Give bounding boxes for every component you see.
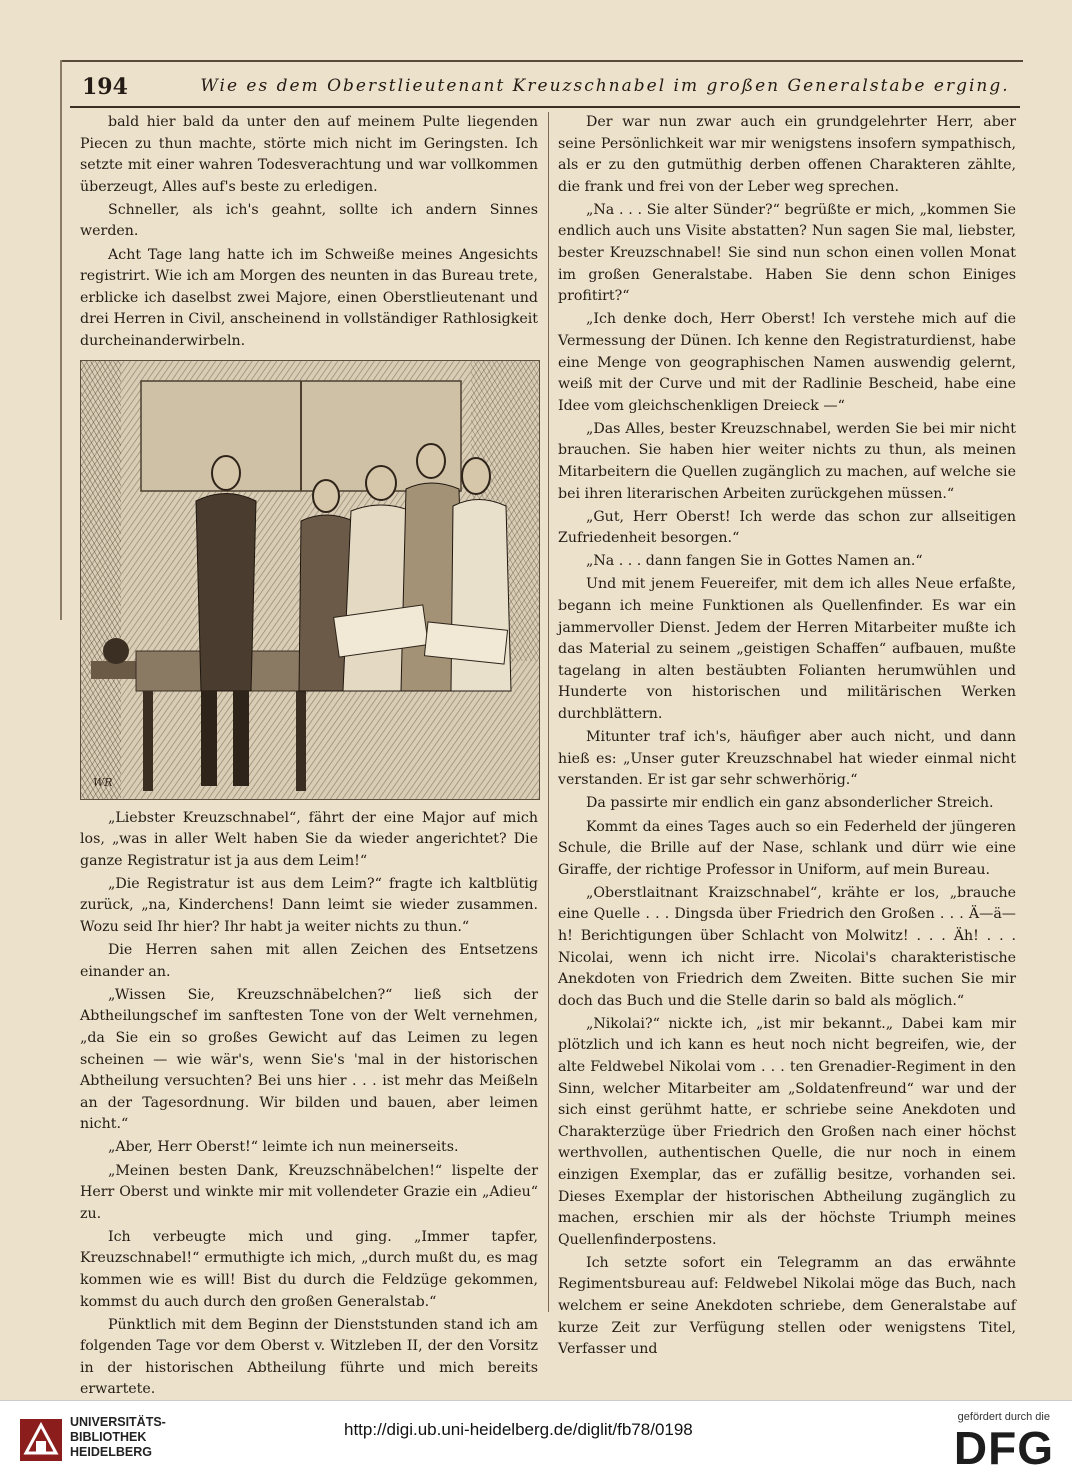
paragraph: Schneller, als ich's geahnt, sollte ich andern Sinnes werden.: [80, 201, 538, 240]
paragraph: „Meinen besten Dank, Kreuzschnäbelchen!“ lispelte der Herr Oberst und winkte mir mit vollendeter Grazie ein „Adieu“ zu.: [80, 1162, 538, 1222]
column-divider: [548, 112, 549, 1312]
paragraph: Mitunter traf ich's, häufiger aber auch nicht, und dann hieß es: „Unser guter Kreuzschnabel hat wieder einmal nicht verstanden. Er ist gar sehr schwerhörig.“: [558, 729, 1016, 789]
frame-line-left: [60, 60, 62, 620]
funded-by-label: gefördert durch die: [957, 1411, 1050, 1423]
paragraph: Der war nun zwar auch ein grundgelehrter Herr, aber seine Persönlichkeit war mir wenigstens insofern sympathisch, als er zu den gutmüthig derben offenen Charakteren zählte, die frank und frei von der Leber weg sprechen.: [558, 114, 1016, 195]
paragraph: Pünktlich mit dem Beginn der Dienststunden stand ich am folgenden Tage vor dem Oberst v. Witzleben II, der den Vorsitz in der historischen Abtheilung führte und mich bereits erwartete.: [80, 1316, 538, 1398]
paragraph: „Na . . . dann fangen Sie in Gottes Namen an.“: [586, 553, 923, 570]
paragraph: Ich verbeugte mich und ging. „Immer tapfer, Kreuzschnabel!“ ermuthigte ich mich, „durch mußt du, es mag kommen wie es will! Bist du durch die Feldzüge gekommen, kommst du auch durch den großen Generalstab.“: [80, 1228, 538, 1310]
university-name: UNIVERSITÄTS- BIBLIOTHEK HEIDELBERG: [70, 1415, 166, 1459]
paragraph: „Na . . . Sie alter Sünder?“ begrüßte er mich, „kommen Sie endlich auch uns Visite abstatten? Nun sagen Sie mal, liebster, bester Kreuzschnabel! Sie sind nun schon einen vollen Monat im großen Generalstabe. Haben Sie denn schon Einiges profitirt?“: [558, 201, 1016, 305]
paragraph: Ich setzte sofort ein Telegramm an das erwähnte Regimentsbureau auf: Feldwebel Nikolai möge das Buch, nach welchem er seine Anekdoten schriebe, dem Generalstabe auf kurze Zeit zur Verfügung stellen oder wenigstens Titel, Verfasser und: [558, 1254, 1016, 1358]
dfg-logo: DFG: [953, 1422, 1054, 1474]
paragraph: „Aber, Herr Oberst!“ leimte ich nun meinerseits.: [108, 1139, 459, 1156]
pickelhaube-icon: [103, 638, 129, 664]
university-seal-icon: [18, 1417, 64, 1463]
paragraph: „Liebster Kreuzschnabel“, fährt der eine Major auf mich los, „was in aller Welt haben Sie da wieder angerichtet? Die ganze Registratur ist ja aus dem Leim!“: [80, 809, 538, 869]
page-number: 194: [82, 74, 128, 100]
paragraph: „Wissen Sie, Kreuzschnäbelchen?“ ließ sich der Abtheilungschef im sanftesten Tone von der Welt vernehmen, „da Sie ein so großes Gewicht auf das Leimen zu legen scheinen — wie wär's, wenn Sie's 'mal in der historischen Abtheilung versuchten? Bei uns hier . . . ist mehr das Meißeln an der Tagesordnung. Wir bilden und bauen, aber leimen nicht.“: [80, 986, 538, 1133]
paragraph: „Gut, Herr Oberst! Ich werde das schon zur allseitigen Zufriedenheit besorgen.“: [558, 508, 1016, 547]
paragraph: bald hier bald da unter den auf meinem Pulte liegenden Piecen zu thun machte, störte mich nicht im Geringsten. Ich setzte mit einer wahren Todesverachtung und war vollkommen überzeugt, Alles auf's beste zu erledigen.: [80, 114, 538, 195]
permalink-url[interactable]: http://digi.ub.uni-heidelberg.de/diglit/fb78/0198: [344, 1420, 693, 1439]
artist-signature: WR: [93, 775, 113, 789]
paragraph: Und mit jenem Feuereifer, mit dem ich alles Neue erfaßte, begann ich meine Funktionen als Quellenfinder. Es war ein jammervoller Dienst. Jedem der Herren Mitarbeiter mußte ich das Material zu seinem „geistigen Schaffen“ aufbauen, mußte tagelang in alten bestäubten Folianten herumwühlen und Hunderte von historischen und militärischen Werken durchblättern.: [558, 576, 1016, 723]
paragraph: „Nikolai?“ nickte ich, „ist mir bekannt.„ Dabei kam mir plötzlich und ich kann es heut noch nicht begreifen, wie, der alte Feldwebel Nikolai vom . . . ten Grenadier-Regiment in den Sinn, welcher Mitarbeiter am „Soldatenfreund“ war und der sich einst gerühmt hatte, er schriebe seine Anekdoten und Charakterzüge über Friedrich den Großen nach einer höchst werthvollen, authentischen Quelle, die nur noch in einem einzigen Exemplar, das er zufällig besitze, vorhanden sei. Dieses Exemplar der historischen Abtheilung zugänglich zu machen, erschien mir als der höchste Triumph meines Quellenfinderpostens.: [558, 1015, 1016, 1248]
paragraph: „Ich denke doch, Herr Oberst! Ich verstehe mich auf die Vermessung der Dünen. Ich kenne den Registraturdienst, habe eine Menge von geographischen Namen auswendig gelernt, weiß mit der Curve und mit der Radlinie Bescheid, habe eine Idee vom gleichschenkligen Dreieck —“: [558, 311, 1016, 414]
paragraph: Kommt da eines Tages auch so ein Federheld der jüngeren Schule, die Brille auf der Nase, schlank und dürr wie eine Giraffe, der richtige Professor in Uniform, auf mein Bureau.: [558, 818, 1016, 878]
paragraph: „Die Registratur ist aus dem Leim?“ fragte ich kaltblütig zurück, „na, Kinderchens! Dann leimt sie wieder zusammen. Wozu seid Ihr hier? Ihr habt ja weiter nichts zu thun.“: [80, 875, 538, 935]
page-header: [70, 70, 1020, 108]
paragraph: Die Herren sahen mit allen Zeichen des Entsetzens einander an.: [80, 942, 538, 980]
paragraph: Da passirte mir endlich ein ganz absonderlicher Streich.: [586, 795, 994, 812]
paragraph: „Das Alles, bester Kreuzschnabel, werden Sie bei mir nicht brauchen. Sie haben hier weiter nichts zu thun, als meinen Mitarbeitern die Quellen zugänglich zu machen, auf welche sie bei ihren literarischen Arbeiten zurückgehen müssen.“: [558, 420, 1016, 502]
paragraph: Acht Tage lang hatte ich im Schweiße meines Angesichts registrirt. Wie ich am Morgen des neunten in das Bureau trete, erblicke ich daselbst zwei Majore, einen Oberstlieutenant und drei Herren in Civil, anscheinend in vollständiger Rathlosigkeit durcheinanderwirbeln.: [80, 246, 538, 349]
shelf-left: [81, 361, 121, 799]
engraving-illustration: [80, 360, 540, 800]
running-title: Wie es dem Oberstlieutenant Kreuzschnabel im großen Generalstabe erging.: [200, 76, 1010, 96]
figure-head: [212, 456, 240, 490]
frame-line-top: [60, 60, 1023, 62]
office-scene-engraving: [81, 361, 539, 799]
officer-figure: [196, 493, 256, 691]
paragraph: „Oberstlaitnant Kraizschnabel“, krähte er los, „brauche eine Quelle . . . Dingsda über Friedrich den Großen . . . Ä—ä—h! Berichtigungen über Schlacht von Molwitz! . . . Äh! . . . Nicolai, wenn ich nicht irre. Nicolai's charakteristische Anekdoten von Friedrich dem Zweiten. Bitte suchen Sie mir doch das Buch und die Stelle darin so bald als möglich.“: [558, 884, 1016, 1009]
viewer-footer: [0, 1400, 1072, 1477]
right-column: [558, 112, 1016, 1362]
left-column: [80, 112, 538, 1403]
